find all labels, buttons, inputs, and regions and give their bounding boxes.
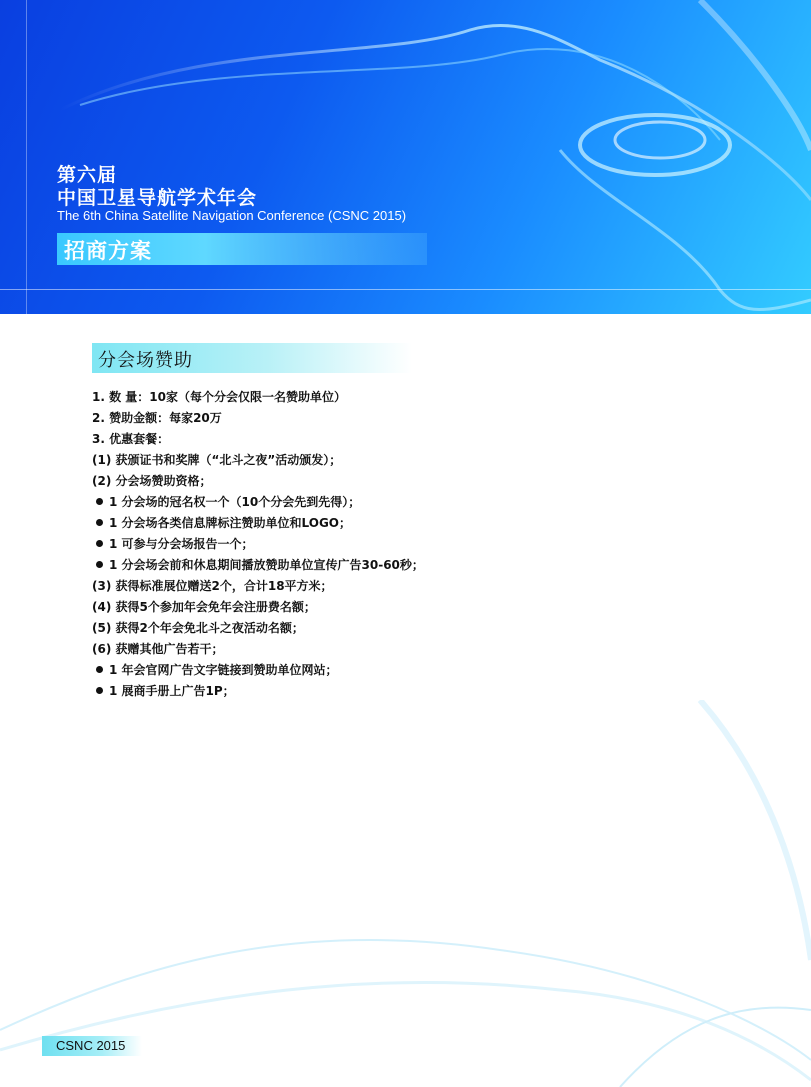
list-item-text: 1 分会场的冠名权一个（10个分会先到先得）； bbox=[109, 495, 361, 509]
list-item bbox=[92, 471, 692, 492]
list-item-text: 1 展商手册上广告1P； bbox=[109, 684, 235, 698]
list-item bbox=[92, 576, 692, 597]
list-item-text: (4) 获得5个参加年会免年会注册费名额； bbox=[92, 600, 316, 614]
title-conference-en: The 6th China Satellite Navigation Conference (CSNC 2015) bbox=[57, 208, 407, 223]
list-item-text: 1 分会场会前和休息期间播放赞助单位宣传广告30-60秒； bbox=[109, 558, 424, 572]
bullet-dot-icon bbox=[96, 540, 103, 547]
plan-label-text: 招商方案 bbox=[64, 239, 152, 263]
list-item-text: 1. 数 量：10家（每个分会仅限一名赞助单位） bbox=[92, 390, 346, 404]
background-swirl bbox=[0, 700, 811, 1087]
list-item-text: (6) 获赠其他广告若干； bbox=[92, 642, 224, 656]
sponsorship-items-list bbox=[92, 387, 692, 702]
bullet-dot-icon bbox=[96, 666, 103, 673]
bullet-dot-icon bbox=[96, 561, 103, 568]
list-item bbox=[92, 513, 692, 534]
list-item bbox=[92, 534, 692, 555]
list-item-text: 3. 优惠套餐： bbox=[92, 432, 170, 446]
list-item bbox=[92, 597, 692, 618]
list-item-text: 1 可参与分会场报告一个； bbox=[109, 537, 254, 551]
footer-label: CSNC 2015 bbox=[56, 1038, 126, 1053]
plan-label-bar bbox=[57, 233, 427, 265]
list-item bbox=[92, 660, 692, 681]
bullet-dot-icon bbox=[96, 498, 103, 505]
title-edition: 第六届 bbox=[57, 164, 118, 186]
header-banner bbox=[0, 0, 811, 314]
list-item-text: 2. 赞助金额：每家20万 bbox=[92, 411, 222, 425]
list-item bbox=[92, 639, 692, 660]
list-item-text: (3) 获得标准展位赠送2个，合计18平方米； bbox=[92, 579, 333, 593]
list-item bbox=[92, 555, 692, 576]
list-item-text: 1 年会官网广告文字链接到赞助单位网站； bbox=[109, 663, 338, 677]
list-item-text: (2) 分会场赞助资格； bbox=[92, 474, 212, 488]
list-item bbox=[92, 492, 692, 513]
list-item bbox=[92, 429, 692, 450]
footer-bar bbox=[42, 1036, 142, 1056]
bullet-dot-icon bbox=[96, 687, 103, 694]
title-conference-cn: 中国卫星导航学术年会 bbox=[57, 187, 258, 209]
section-heading-bar bbox=[92, 343, 412, 373]
section-heading: 分会场赞助 bbox=[98, 350, 193, 371]
list-item-text: (5) 获得2个年会免北斗之夜活动名额； bbox=[92, 621, 304, 635]
list-item bbox=[92, 450, 692, 471]
list-item bbox=[92, 618, 692, 639]
list-item bbox=[92, 408, 692, 429]
swirl-decoration bbox=[0, 0, 811, 314]
list-item-text: 1 分会场各类信息牌标注赞助单位和LOGO； bbox=[109, 516, 351, 530]
horizontal-rule bbox=[0, 289, 811, 290]
list-item bbox=[92, 681, 692, 702]
list-item bbox=[92, 387, 692, 408]
list-item-text: (1) 获颁证书和奖牌（“北斗之夜”活动颁发）； bbox=[92, 453, 342, 467]
vertical-rule bbox=[26, 0, 27, 314]
bullet-dot-icon bbox=[96, 519, 103, 526]
